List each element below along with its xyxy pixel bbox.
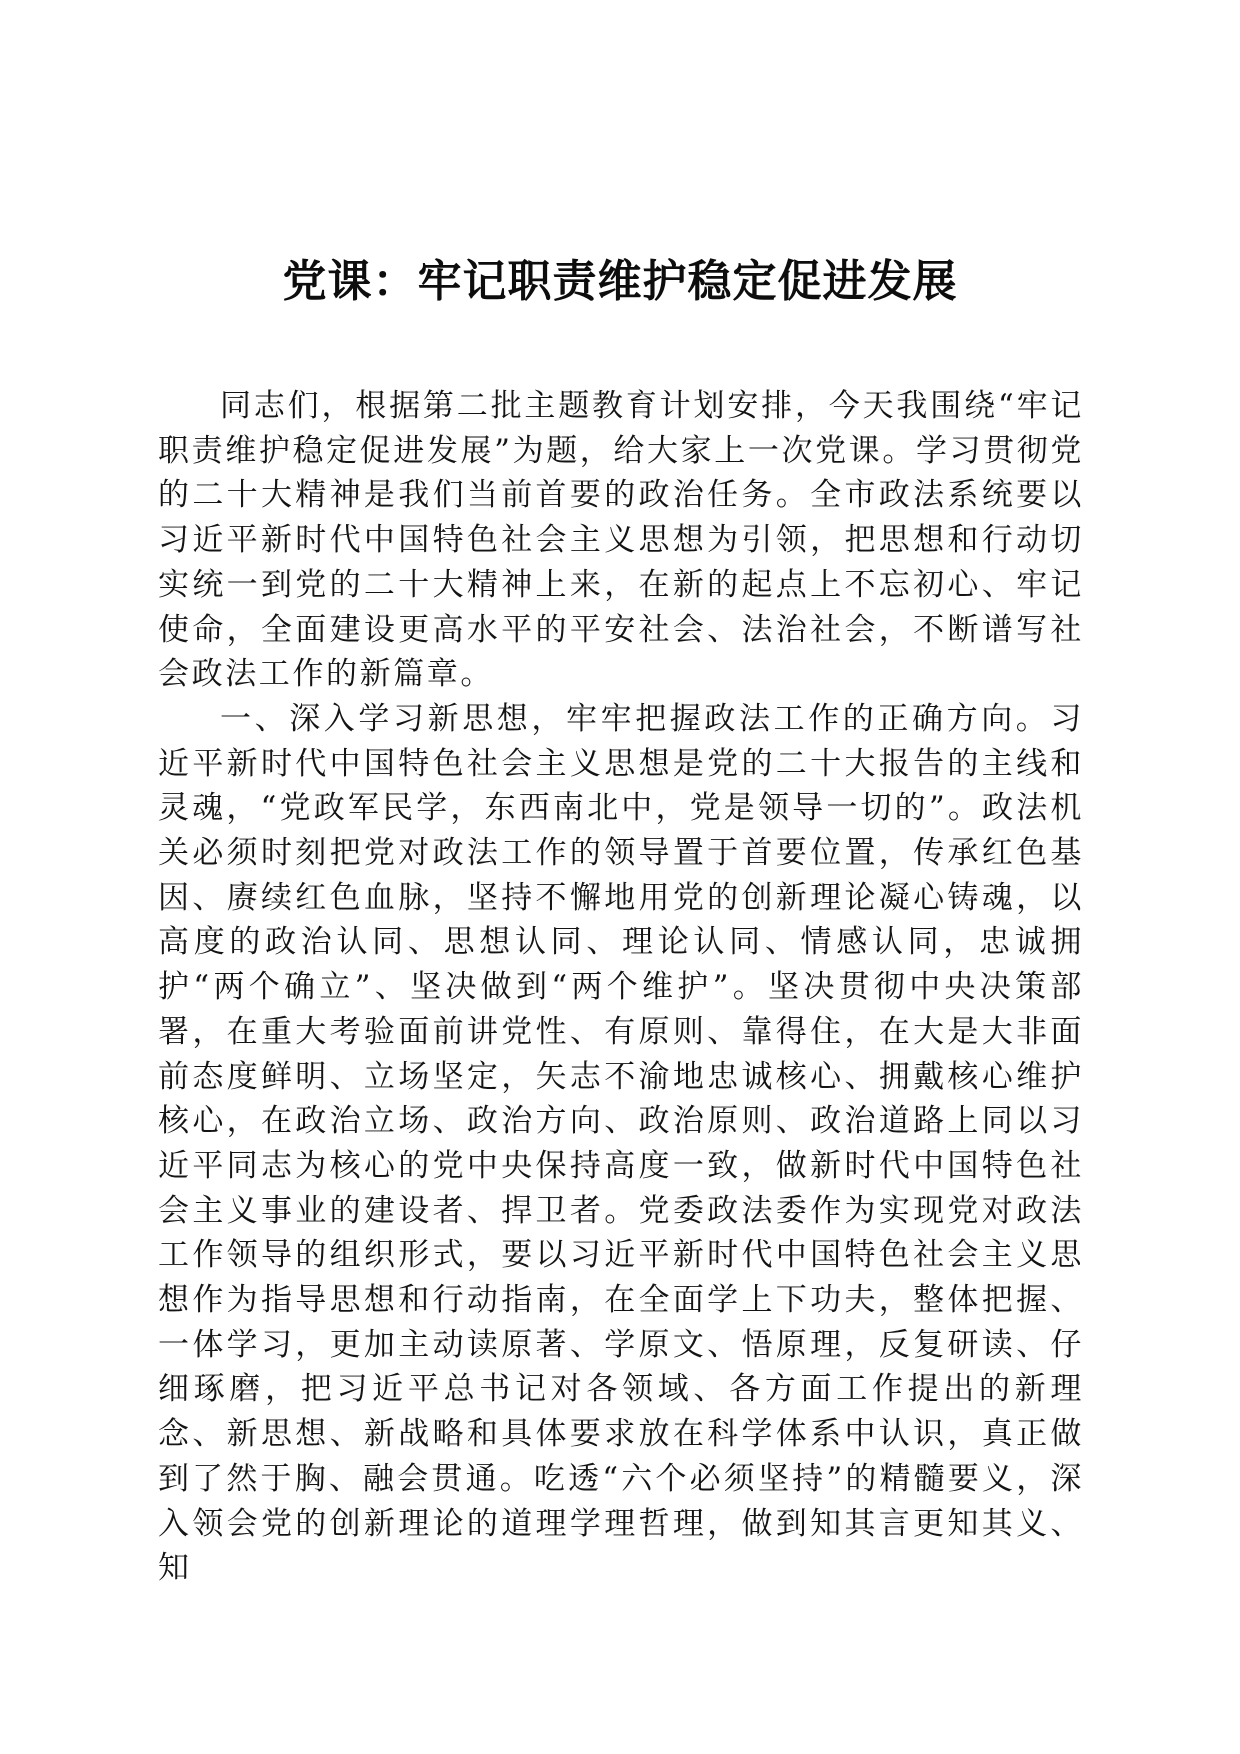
- section-one-paragraph: 一、深入学习新思想，牢牢把握政法工作的正确方向。习近平新时代中国特色社会主义思想是党的二十大报告的主线和灵魂，“党政军民学，东西南北中，党是领导一切的”。政法机关必须时刻把党对政法工作的领导置于首要位置，传承红色基因、赓续红色血脉，坚持不懈地用党的创新理论凝心铸魂，以高度的政治认同、思想认同、理论认同、情感认同，忠诚拥护“两个确立”、坚决做到“两个维护”。坚决贯彻中央决策部署，在重大考验面前讲党性、有原则、靠得住，在大是大非面前态度鲜明、立场坚定，矢志不渝地忠诚核心、拥戴核心维护核心，在政治立场、政治方向、政治原则、政治道路上同以习近平同志为核心的党中央保持高度一致，做新时代中国特色社会主义事业的建设者、捍卫者。党委政法委作为实现党对政法工作领导的组织形式，要以习近平新时代中国特色社会主义思想作为指导思想和行动指南，在全面学上下功夫，整体把握、一体学习，更加主动读原著、学原文、悟原理，反复研读、仔细琢磨，把习近平总书记对各领域、各方面工作提出的新理念、新思想、新战略和具体要求放在科学体系中认识，真正做到了然于胸、融会贯通。吃透“六个必须坚持”的精髓要义，深入领会党的创新理论的道理学理哲理，做到知其言更知其义、知: [158, 700, 1084, 1587]
- document-title: 党课：牢记职责维护稳定促进发展: [282, 256, 958, 307]
- document-body: [158, 384, 1084, 1591]
- intro-paragraph: 同志们，根据第二批主题教育计划安排，今天我围绕“牢记职责维护稳定促进发展”为题，给大家上一次党课。学习贯彻党的二十大精神是我们当前首要的政治任务。全市政法系统要以习近平新时代中国特色社会主义思想为引领，把思想和行动切实统一到党的二十大精神上来，在新的起点上不忘初心、牢记使命，全面建设更高水平的平安社会、法治社会，不断谱写社会政法工作的新篇章。: [158, 388, 1084, 693]
